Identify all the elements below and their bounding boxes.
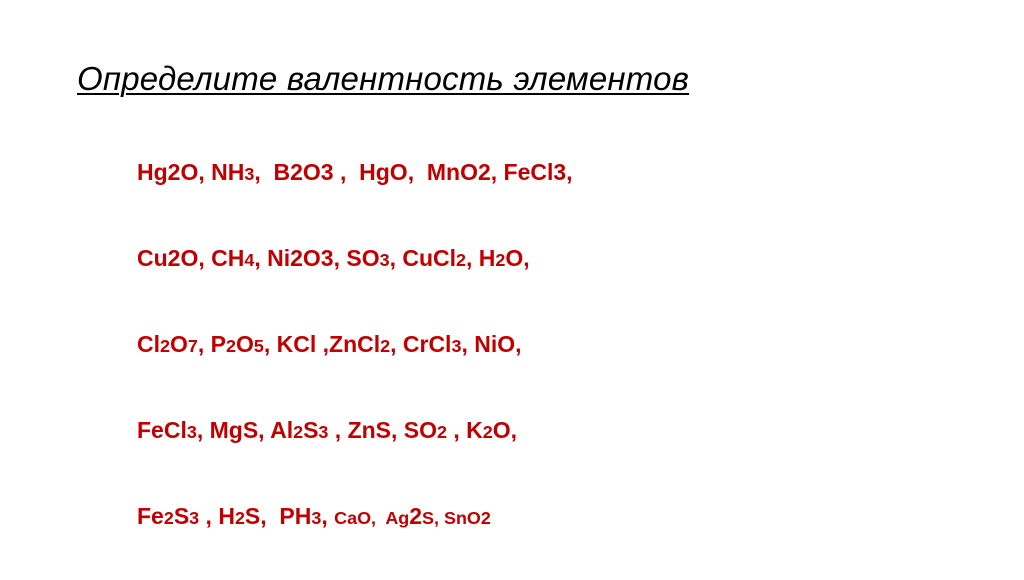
- formula-segment: S, PH: [244, 503, 312, 529]
- formula-segment: S: [173, 503, 190, 529]
- formula-segment: , K: [447, 417, 483, 443]
- formula-segment: 3: [189, 508, 200, 528]
- formula-segment: 2: [409, 503, 423, 529]
- formula-segment: FeCl: [137, 417, 187, 443]
- formula-segment: Cu2O, CH: [137, 245, 245, 271]
- formula-segment: O,: [492, 417, 518, 443]
- formula-segment: , NiO,: [461, 331, 522, 357]
- formula-segment: Cl: [137, 331, 160, 357]
- formula-segment: 2: [160, 336, 170, 356]
- formula-segment: 3: [318, 422, 329, 442]
- formula-line: [137, 150, 573, 236]
- formula-segment: 3: [451, 336, 462, 356]
- formula-segment: 5: [253, 336, 264, 356]
- formula-segment: O: [235, 331, 254, 357]
- formula-segment: , H: [199, 503, 235, 529]
- formula-segment: , Ni2O3, SO: [254, 245, 380, 271]
- formula-segment: 2: [380, 336, 391, 356]
- formula-segment: , CrCl: [390, 331, 452, 357]
- formula-segment: 2: [293, 422, 304, 442]
- formula-segment: Hg2O, NH: [137, 159, 245, 185]
- formula-line: [137, 322, 573, 408]
- formula-segment: , H: [466, 245, 496, 271]
- formula-segment: , ZnS, SO: [328, 417, 438, 443]
- formula-segment: S: [303, 417, 319, 443]
- formula-line: [137, 494, 573, 580]
- formula-segment: 2: [234, 508, 245, 528]
- formula-segment: O,: [505, 245, 530, 271]
- formula-segment: 3: [311, 508, 322, 528]
- formula-segment: , B2O3 , HgO, MnO2, FeCl3,: [254, 159, 573, 185]
- formula-segment: 2: [495, 250, 506, 270]
- formula-segment: O: [169, 331, 188, 357]
- formula-segment: , CuCl: [389, 245, 457, 271]
- formula-segment: 2: [225, 336, 236, 356]
- formula-segment: 2: [437, 422, 448, 442]
- formula-segment: ,: [321, 503, 335, 529]
- slide-title: Определите валентность элементов: [77, 60, 690, 97]
- formula-line: [137, 236, 573, 322]
- formula-segment: , P: [197, 331, 226, 357]
- formula-segment: CaO, Ag: [334, 508, 410, 528]
- formula-line: [137, 408, 573, 494]
- formula-segment: 2: [163, 508, 174, 528]
- formula-segment: 3: [379, 250, 390, 270]
- formula-list: [137, 150, 573, 580]
- formula-segment: 4: [244, 250, 255, 270]
- formula-segment: 2: [482, 422, 493, 442]
- formula-segment: Fe: [137, 503, 164, 529]
- formula-segment: S, SnO2: [422, 508, 491, 528]
- formula-segment: 3: [244, 164, 255, 184]
- formula-segment: 7: [187, 336, 198, 356]
- formula-segment: 3: [186, 422, 197, 442]
- formula-segment: , MgS, Al: [196, 417, 294, 443]
- formula-segment: , KCl ,ZnCl: [263, 331, 381, 357]
- formula-segment: 2: [456, 250, 467, 270]
